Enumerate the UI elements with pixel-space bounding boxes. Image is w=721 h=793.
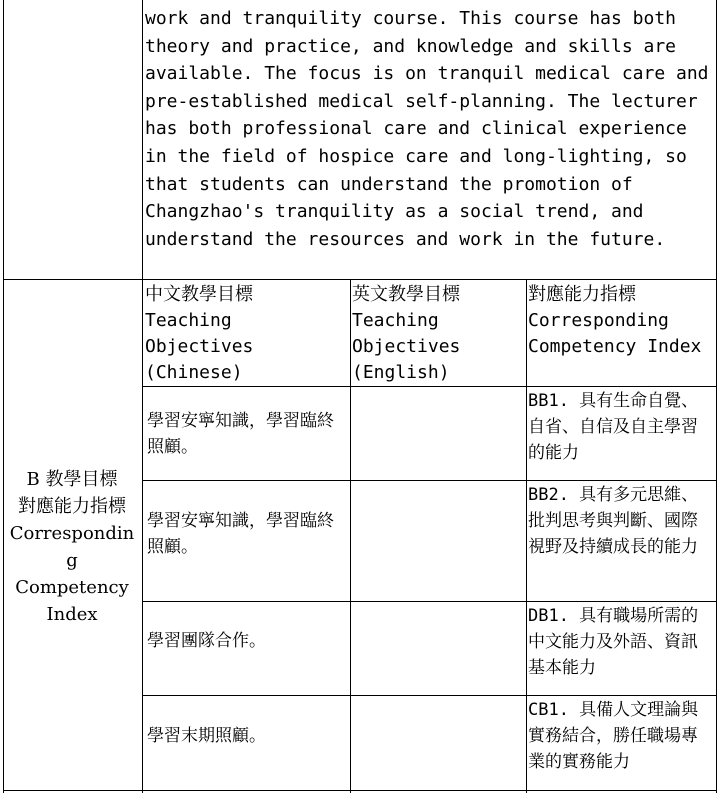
table-row-1-competency: BB1. 具有生命自覺、自省、自信及自主學習的能力 bbox=[528, 391, 699, 463]
column-divider-english bbox=[526, 279, 527, 793]
table-row-3-chinese: 學習團隊合作。 bbox=[147, 631, 266, 651]
column-divider-label bbox=[142, 0, 143, 793]
table-row-4-competency: CB1. 具備人文理論與實務結合，勝任職場專業的實務能力 bbox=[528, 700, 699, 772]
header-english-objectives: 英文教學目標 Teaching Objectives (English) bbox=[352, 284, 461, 383]
column-divider-chinese bbox=[350, 279, 351, 793]
header-competency-index: 對應能力指標 Corresponding Competency Index bbox=[528, 284, 702, 357]
row-divider-description bbox=[3, 279, 717, 280]
row-divider-3 bbox=[142, 695, 717, 696]
table-border-right bbox=[716, 0, 717, 793]
table-row-3-competency: DB1. 具有職場所需的中文能力及外語、資訊基本能力 bbox=[528, 606, 699, 678]
row-divider-2 bbox=[142, 601, 717, 602]
table-row-1-chinese: 學習安寧知識，學習臨終照顧。 bbox=[147, 411, 334, 457]
table-border-left bbox=[3, 0, 4, 793]
header-chinese-objectives: 中文教學目標 Teaching Objectives (Chinese) bbox=[145, 284, 254, 383]
course-description: work and tranquility course. This course has both theory and practice, and knowledge and skills are available. The focus is on tranquil medical care and pre-established medical self-planning. The lecturer has both professional care and clinical experience in the field of hospice care and long-lighting, so that students can understand the promotion of Changzhao's tranquility as a social trend, and understand the resources and work in the future. bbox=[145, 8, 709, 250]
table-row-2-chinese: 學習安寧知識，學習臨終照顧。 bbox=[147, 511, 334, 557]
table-row-2-competency: BB2. 具有多元思維、批判思考與判斷、國際視野及持續成長的能力 bbox=[528, 485, 699, 557]
table-border-bottom bbox=[3, 790, 717, 791]
row-divider-1 bbox=[142, 480, 717, 481]
row-divider-header bbox=[142, 386, 717, 387]
section-label: B 教學目標 對應能力指標 Corresponding Competency Index bbox=[9, 469, 135, 625]
table-row-4-chinese: 學習末期照顧。 bbox=[147, 726, 266, 746]
